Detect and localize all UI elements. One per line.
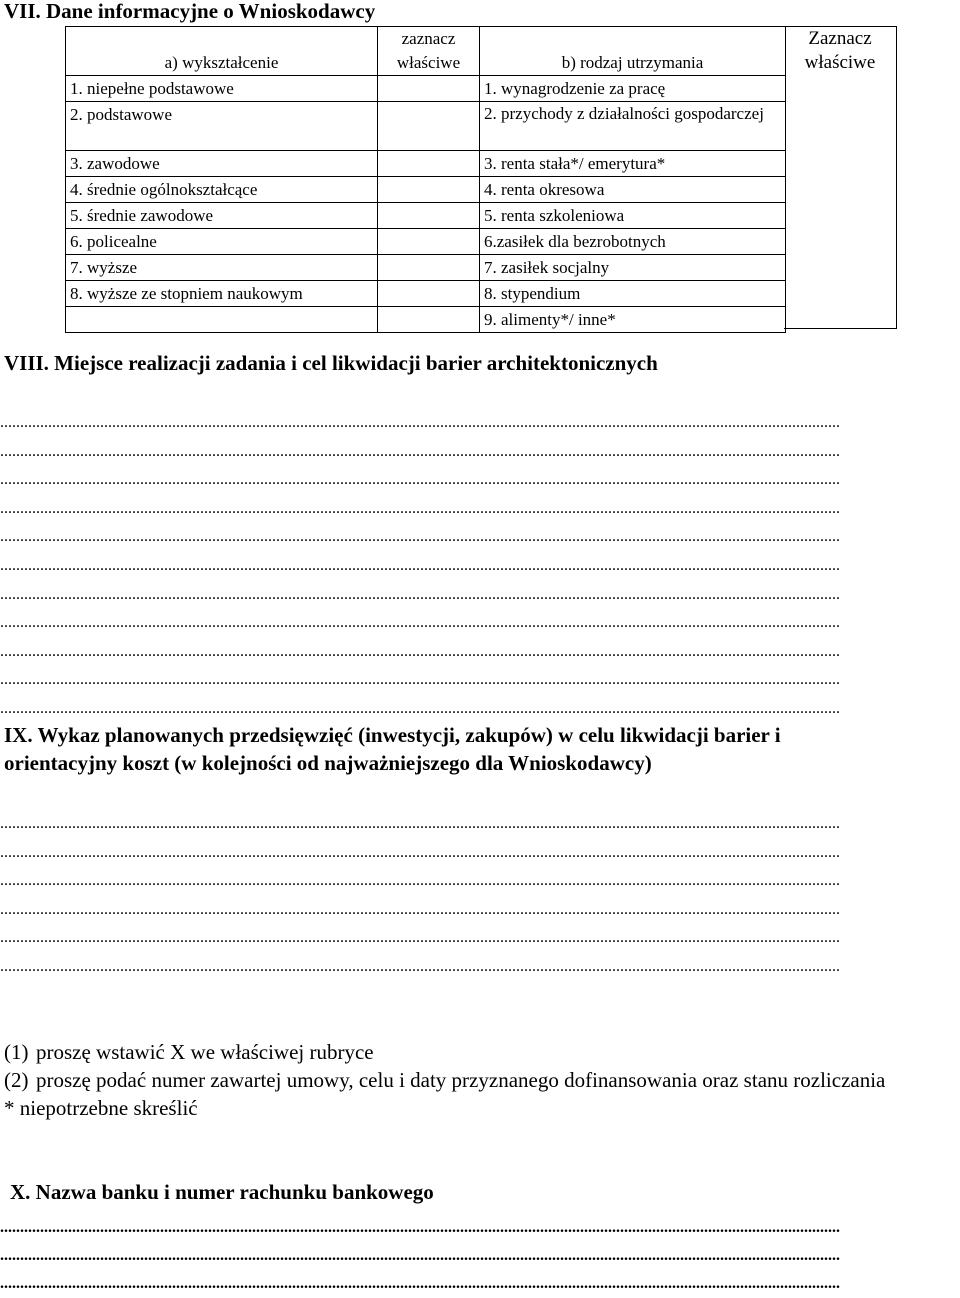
dotted-line: .................................................................................................................................................................................................................. (0, 843, 840, 861)
education-option: 4. średnie ogólnokształcące (66, 177, 378, 203)
dotted-line: .................................................................................................................................................................................................................. (0, 929, 840, 947)
table-row (66, 255, 786, 281)
footnote-text: * niepotrzebne skreślić (4, 1096, 198, 1120)
income-header: b) rodzaj utrzymania (480, 27, 786, 76)
income-option: 8. stypendium (480, 281, 786, 307)
footnote-3 (4, 1094, 956, 1122)
section-7-title: VII. Dane informacyjne o Wnioskodawcy (4, 0, 376, 23)
education-mark-cell[interactable] (378, 151, 480, 177)
footnote-2 (4, 1066, 956, 1094)
dotted-line: .................................................................................................................................................................................................................. (0, 1219, 840, 1236)
table-row (66, 307, 786, 333)
table-row (66, 177, 786, 203)
dotted-line: .................................................................................................................................................................................................................. (0, 957, 840, 975)
education-option: 6. policealne (66, 229, 378, 255)
section-9-title-line2: orientacyjny koszt (w kolejności od najważniejszego dla Wnioskodawcy) (4, 751, 652, 775)
income-option: 5. renta szkoleniowa (480, 203, 786, 229)
footnote-1 (4, 1038, 956, 1066)
income-mark-header-line1: Zaznacz (808, 28, 872, 49)
dotted-line: .................................................................................................................................................................................................................. (0, 815, 840, 832)
education-option: 8. wyższe ze stopniem naukowym (66, 281, 378, 307)
footnotes (4, 1038, 956, 1122)
education-option: 1. niepełne podstawowe (66, 76, 378, 102)
applicant-info-table (65, 26, 786, 333)
income-option: 6.zasiłek dla bezrobotnych (480, 229, 786, 255)
dotted-line: .................................................................................................................................................................................................................. (0, 1247, 840, 1264)
table-row (66, 281, 786, 307)
income-mark-header-line2: właściwe (804, 52, 876, 73)
education-mark-cell[interactable] (378, 307, 480, 333)
income-option: 2. przychody z działalności gospodarczej (480, 102, 786, 151)
dotted-line: .................................................................................................................................................................................................................. (0, 642, 840, 660)
section-9-answer-lines[interactable] (0, 810, 960, 982)
dotted-line: .................................................................................................................................................................................................................. (0, 585, 840, 603)
mark-header-line2: właściwe (396, 53, 461, 72)
dotted-line: .................................................................................................................................................................................................................. (0, 499, 840, 517)
section-9-title-line1: IX. Wykaz planowanych przedsięwzięć (inwestycji, zakupów) w celu likwidacji barier i (4, 723, 781, 747)
income-option: 9. alimenty*/ inne* (480, 307, 786, 333)
footnote-number: (1) (4, 1040, 29, 1064)
education-header: a) wykształcenie (66, 27, 378, 76)
income-option: 3. renta stała*/ emerytura* (480, 151, 786, 177)
table-row (66, 102, 786, 151)
dotted-line: .................................................................................................................................................................................................................. (0, 414, 840, 431)
footnote-text: proszę podać numer zawartej umowy, celu i daty przyznanego dofinansowania oraz stanu rozliczania (36, 1068, 886, 1092)
education-mark-cell[interactable] (378, 203, 480, 229)
education-mark-cell[interactable] (378, 229, 480, 255)
dotted-line: .................................................................................................................................................................................................................. (0, 671, 840, 689)
education-mark-cell[interactable] (378, 255, 480, 281)
dotted-line: .................................................................................................................................................................................................................. (0, 442, 840, 460)
income-option: 4. renta okresowa (480, 177, 786, 203)
table-row (66, 76, 786, 102)
section-10-answer-lines[interactable] (0, 1214, 960, 1298)
footnote-number: (2) (4, 1068, 29, 1092)
dotted-line: .................................................................................................................................................................................................................. (0, 471, 840, 489)
education-mark-cell[interactable] (378, 102, 480, 151)
education-option: 7. wyższe (66, 255, 378, 281)
income-option: 1. wynagrodzenie za pracę (480, 76, 786, 102)
income-option: 7. zasiłek socjalny (480, 255, 786, 281)
education-mark-cell[interactable] (378, 76, 480, 102)
table-row (66, 229, 786, 255)
section-8-title: VIII. Miejsce realizacji zadania i cel likwidacji barier architektonicznych (4, 351, 658, 375)
table-row (66, 203, 786, 229)
education-mark-cell[interactable] (378, 177, 480, 203)
income-mark-header (790, 27, 890, 75)
dotted-line: .................................................................................................................................................................................................................. (0, 614, 840, 632)
dotted-line: .................................................................................................................................................................................................................. (0, 556, 840, 574)
section-10-title: X. Nazwa banku i numer rachunku bankowego (10, 1180, 434, 1204)
table-header-row (66, 27, 786, 76)
education-option: 3. zawodowe (66, 151, 378, 177)
dotted-line: .................................................................................................................................................................................................................. (0, 699, 840, 717)
education-mark-cell[interactable] (378, 281, 480, 307)
table-row (66, 151, 786, 177)
mark-header (378, 27, 480, 76)
education-option: 2. podstawowe (66, 102, 378, 151)
footnote-text: proszę wstawić X we właściwej rubryce (36, 1040, 374, 1064)
section-8-answer-lines[interactable] (0, 409, 960, 724)
education-option: 5. średnie zawodowe (66, 203, 378, 229)
dotted-line: .................................................................................................................................................................................................................. (0, 528, 840, 546)
dotted-line: .................................................................................................................................................................................................................. (0, 1275, 840, 1292)
dotted-line: .................................................................................................................................................................................................................. (0, 900, 840, 918)
mark-header-line1: zaznacz (401, 29, 456, 48)
education-option (66, 307, 378, 333)
dotted-line: .................................................................................................................................................................................................................. (0, 872, 840, 890)
